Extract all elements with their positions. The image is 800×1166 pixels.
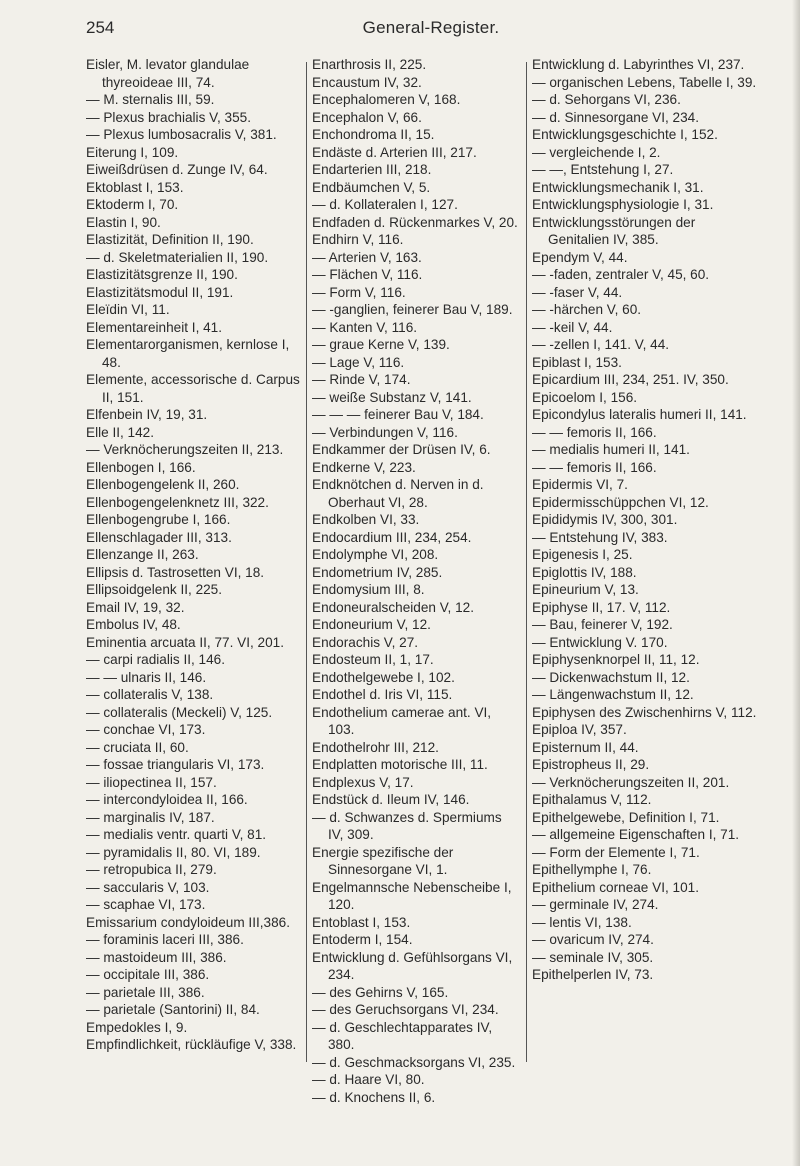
index-entry: Endhirn V, 116. — [312, 232, 404, 247]
index-entry: Endocardium III, 234, 254. — [312, 529, 472, 545]
index-entry: Enarthrosis II, 225. — [312, 57, 427, 72]
page-number: 254 — [86, 18, 115, 37]
index-entry: Ellipsoidgelenk II, 225. — [86, 582, 223, 597]
running-title: General-Register. — [362, 18, 500, 37]
index-entry: — vergleichende I, 2. — [532, 144, 661, 160]
index-entry: — Entstehung IV, 383. — [532, 529, 668, 545]
index-entry: Episternum II, 44. — [532, 739, 639, 755]
index-entry: — Arterien V, 163. — [312, 249, 422, 265]
index-entry: — scaphae VI, 173. — [86, 897, 206, 912]
index-entry: Endkerne V, 223. — [312, 459, 416, 475]
index-entry: Endkolben VI, 33. — [312, 512, 420, 527]
column-divider — [526, 62, 527, 1062]
index-entry: — — ulnaris II, 146. — [86, 669, 207, 685]
index-entry: Epithelgewebe, Definition I, 71. — [532, 809, 720, 825]
index-entry: — -faden, zentraler V, 45, 60. — [532, 267, 710, 282]
index-entry: — d. Sehorgans VI, 236. — [532, 92, 681, 107]
index-entry: Ellenbogengelenknetz III, 322. — [86, 494, 269, 510]
index-entry: Epididymis IV, 300, 301. — [532, 512, 678, 527]
index-entry: Endfaden d. Rückenmarkes V, 20. — [312, 214, 518, 230]
index-entry: Epineurium V, 13. — [532, 582, 639, 597]
index-entry: — foraminis laceri III, 386. — [86, 932, 244, 947]
index-entry: — fossae triangularis VI, 173. — [86, 757, 265, 772]
index-entry: — occipitale III, 386. — [86, 967, 210, 982]
index-entry: Epithalamus V, 112. — [532, 792, 652, 807]
index-entry: — collateralis V, 138. — [86, 687, 214, 702]
index-entry: — medialis ventr. quarti V, 81. — [86, 827, 267, 842]
index-entry: Epithelium corneae VI, 101. — [532, 879, 700, 895]
index-entry: Ependym V, 44. — [532, 249, 628, 265]
index-entry: Epiphyse II, 17. V, 112. — [532, 599, 671, 615]
index-entry: — parietale III, 386. — [86, 984, 205, 1000]
index-entry: Elementareinheit I, 41. — [86, 319, 223, 335]
index-entry: Epigenesis I, 25. — [532, 547, 633, 562]
index-entry: — medialis humeri II, 141. — [532, 442, 690, 457]
index-entry: — Flächen V, 116. — [312, 267, 423, 282]
index-entry: Endometrium IV, 285. — [312, 564, 443, 580]
index-entry: — parietale (Santorini) II, 84. — [86, 1002, 260, 1017]
index-entry: — Verknöcherungszeiten II, 201. — [532, 774, 730, 790]
index-entry: Encaustum IV, 32. — [312, 74, 422, 90]
index-entry: Encephalomeren V, 168. — [312, 92, 461, 107]
index-entry: Elastizitätsgrenze II, 190. — [86, 267, 238, 282]
index-entry: — Lage V, 116. — [312, 354, 405, 370]
index-entry: — collateralis (Meckeli) V, 125. — [86, 704, 273, 720]
index-entry: — allgemeine Eigenschaften I, 71. — [532, 827, 740, 842]
index-entry: Epiploa IV, 357. — [532, 722, 627, 737]
index-entry: — weiße Substanz V, 141. — [312, 389, 472, 405]
index-entry: — mastoideum III, 386. — [86, 949, 227, 965]
index-entry: Enchondroma II, 15. — [312, 127, 435, 142]
index-entry: — Bau, feinerer V, 192. — [532, 617, 673, 632]
index-entry: Ellenbogengrube I, 166. — [86, 512, 231, 527]
index-entry: — -zellen I, 141. V, 44. — [532, 337, 670, 352]
index-entry: Entwicklungsgeschichte I, 152. — [532, 127, 718, 142]
index-entry: — Verknöcherungszeiten II, 213. — [86, 442, 284, 457]
index-entry: Embolus IV, 48. — [86, 617, 181, 632]
index-entry: — pyramidalis II, 80. VI, 189. — [86, 844, 261, 860]
index-entry: Endoneuralscheiden V, 12. — [312, 599, 474, 615]
index-entry: — — femoris II, 166. — [532, 459, 657, 475]
index-entry: — lentis VI, 138. — [532, 914, 632, 930]
index-entry: — M. sternalis III, 59. — [86, 92, 215, 107]
index-entry: Endothelgewebe I, 102. — [312, 669, 455, 685]
index-entry: Elementarorganismen, kernlose I, 48. — [86, 337, 290, 370]
index-entry: — d. Kollateralen I, 127. — [312, 197, 458, 212]
index-entry: — carpi radialis II, 146. — [86, 652, 226, 667]
page-edge-shadow — [792, 0, 800, 1166]
index-entry: Ellenbogengelenk II, 260. — [86, 477, 240, 492]
index-entry: Elemente, accessorische d. Carpus II, 151. — [86, 372, 300, 405]
index-entry: Endarterien III, 218. — [312, 162, 432, 177]
index-entry: Endosteum II, 1, 17. — [312, 652, 434, 667]
index-entry: Ektoderm I, 70. — [86, 197, 179, 212]
index-entry: — d. Knochens II, 6. — [312, 1089, 436, 1105]
page-header — [86, 18, 776, 44]
index-entry: — -ganglien, feinerer Bau V, 189. — [312, 302, 513, 317]
index-entry: Epistropheus II, 29. — [532, 757, 650, 772]
index-entry: Eiterung I, 109. — [86, 144, 179, 160]
index-entry: Endothel d. Iris VI, 115. — [312, 687, 453, 702]
index-entry: — Rinde V, 174. — [312, 372, 411, 387]
index-entry: — iliopectinea II, 157. — [86, 774, 217, 790]
index-entry: Epiglottis IV, 188. — [532, 564, 637, 580]
index-entry: — cruciata II, 60. — [86, 739, 189, 755]
index-entry: Energie spezifische der Sinnesorgane VI, 1. — [312, 844, 454, 877]
index-entry: Empfindlichkeit, rückläufige V, 338. — [86, 1037, 297, 1052]
index-entry: Entwicklungsstörungen der Genitalien IV, 385. — [532, 214, 696, 247]
index-entry: Empedokles I, 9. — [86, 1019, 188, 1035]
index-entry: — Längenwachstum II, 12. — [532, 687, 694, 702]
index-entry: Endothelrohr III, 212. — [312, 739, 439, 755]
index-entry: Endoneurium V, 12. — [312, 617, 431, 632]
index-entry: Elastin I, 90. — [86, 214, 161, 230]
index-entry: — Form der Elemente I, 71. — [532, 844, 700, 860]
index-entry: Epithelperlen IV, 73. — [532, 967, 654, 982]
index-entry: — d. Sinnesorgane VI, 234. — [532, 109, 700, 125]
index-entry: Epiphysen des Zwischenhirns V, 112. — [532, 704, 757, 720]
index-entry: — — — feinerer Bau V, 184. — [312, 407, 484, 422]
index-entry: Emissarium condyloideum III,386. — [86, 914, 290, 930]
index-entry: — organischen Lebens, Tabelle I, 39. — [532, 74, 757, 90]
index-entry: Endomysium III, 8. — [312, 582, 425, 597]
index-column-2 — [312, 56, 518, 1106]
index-entry: Elastizitätsmodul II, 191. — [86, 284, 234, 300]
index-entry: Epithellymphe I, 76. — [532, 862, 652, 877]
index-entry: Endothelium camerae ant. VI, 103. — [312, 704, 492, 737]
index-entry: Ellenzange II, 263. — [86, 547, 199, 562]
index-column-3 — [532, 56, 757, 984]
index-entry: — intercondyloidea II, 166. — [86, 792, 248, 807]
index-entry: — Plexus brachialis V, 355. — [86, 109, 251, 125]
index-entry: Encephalon V, 66. — [312, 109, 422, 125]
index-entry: — des Geruchsorgans VI, 234. — [312, 1002, 499, 1017]
index-column-1 — [86, 56, 302, 1054]
index-entry: — d. Skeletmaterialien II, 190. — [86, 249, 269, 265]
index-entry: — -keil V, 44. — [532, 319, 613, 335]
index-entry: — -härchen V, 60. — [532, 302, 642, 317]
index-entry: — conchae VI, 173. — [86, 722, 206, 737]
index-entry: Endplatten motorische III, 11. — [312, 757, 488, 772]
index-entry: — Plexus lumbosacralis V, 381. — [86, 127, 277, 142]
index-entry: Elle II, 142. — [86, 424, 155, 440]
index-entry: — seminale IV, 305. — [532, 949, 654, 965]
index-entry: — -faser V, 44. — [532, 284, 623, 300]
index-entry: Endplexus V, 17. — [312, 774, 414, 790]
index-entry: Endbäumchen V, 5. — [312, 179, 431, 195]
index-entry: — d. Geschlechtapparates IV, 380. — [312, 1019, 493, 1052]
index-entry: Ektoblast I, 153. — [86, 179, 184, 195]
index-entry: — des Gehirns V, 165. — [312, 984, 449, 1000]
index-entry: Endstück d. Ileum IV, 146. — [312, 792, 470, 807]
index-entry: Epidermis VI, 7. — [532, 477, 628, 492]
index-entry: Entwicklungsmechanik I, 31. — [532, 179, 704, 195]
index-entry: — Kanten V, 116. — [312, 319, 418, 335]
index-entry: Endäste d. Arterien III, 217. — [312, 144, 477, 160]
index-entry: Entwicklung d. Labyrinthes VI, 237. — [532, 57, 745, 72]
index-entry: Entwicklung d. Gefühlsorgans VI, 234. — [312, 949, 513, 982]
index-entry: Eisler, M. levator glandulae thyreoideae III, 74. — [86, 57, 250, 90]
index-entry: Epidermisschüppchen VI, 12. — [532, 494, 709, 510]
index-entry: — ovaricum IV, 274. — [532, 932, 654, 947]
index-entry: Endkammer der Drüsen IV, 6. — [312, 442, 491, 457]
index-entry: Ellenbogen I, 166. — [86, 459, 196, 475]
index-entry: Entoderm I, 154. — [312, 932, 413, 947]
index-entry: Elastizität, Definition II, 190. — [86, 232, 254, 247]
index-entry: — d. Geschmacksorgans VI, 235. — [312, 1054, 516, 1070]
index-entry: Ellenschlagader III, 313. — [86, 529, 232, 545]
index-entry: — germinale IV, 274. — [532, 897, 659, 912]
index-entry: — graue Kerne V, 139. — [312, 337, 450, 352]
index-entry: Elfenbein IV, 19, 31. — [86, 407, 208, 422]
index-entry: — Entwicklung V. 170. — [532, 634, 668, 650]
column-divider — [306, 62, 307, 1062]
index-entry: Entoblast I, 153. — [312, 914, 411, 930]
index-entry: — retropubica II, 279. — [86, 862, 217, 877]
index-entry: Epicardium III, 234, 251. IV, 350. — [532, 372, 729, 387]
index-entry: — — femoris II, 166. — [532, 424, 657, 440]
index-entry: Ellipsis d. Tastrosetten VI, 18. — [86, 564, 265, 580]
index-entry: Entwicklungsphysiologie I, 31. — [532, 197, 714, 212]
index-entry: Epicoelom I, 156. — [532, 389, 638, 405]
index-entry: — d. Schwanzes d. Spermiums IV, 309. — [312, 809, 502, 842]
index-entry: Epicondylus lateralis humeri II, 141. — [532, 407, 747, 422]
index-entry: Eiweißdrüsen d. Zunge IV, 64. — [86, 162, 268, 177]
index-entry: Engelmannsche Nebenscheibe I, 120. — [312, 879, 512, 912]
index-entry: Epiphysenknorpel II, 11, 12. — [532, 652, 700, 667]
index-entry: Eleïdin VI, 11. — [86, 302, 170, 317]
index-entry: — Verbindungen V, 116. — [312, 424, 458, 440]
index-entry: — Form V, 116. — [312, 284, 406, 300]
index-entry: Endknötchen d. Nerven in d. Oberhaut VI, 28. — [312, 477, 484, 510]
index-entry: Endolymphe VI, 208. — [312, 547, 439, 562]
index-entry: — d. Haare VI, 80. — [312, 1072, 425, 1087]
index-entry: — saccularis V, 103. — [86, 879, 210, 895]
index-entry: — —, Entstehung I, 27. — [532, 162, 674, 177]
index-entry: Email IV, 19, 32. — [86, 599, 185, 615]
index-entry: Epiblast I, 153. — [532, 354, 622, 370]
index-entry: — Dickenwachstum II, 12. — [532, 669, 690, 685]
index-entry: Endorachis V, 27. — [312, 634, 419, 650]
index-entry: — marginalis IV, 187. — [86, 809, 215, 825]
index-entry: Eminentia arcuata II, 77. VI, 201. — [86, 634, 284, 650]
